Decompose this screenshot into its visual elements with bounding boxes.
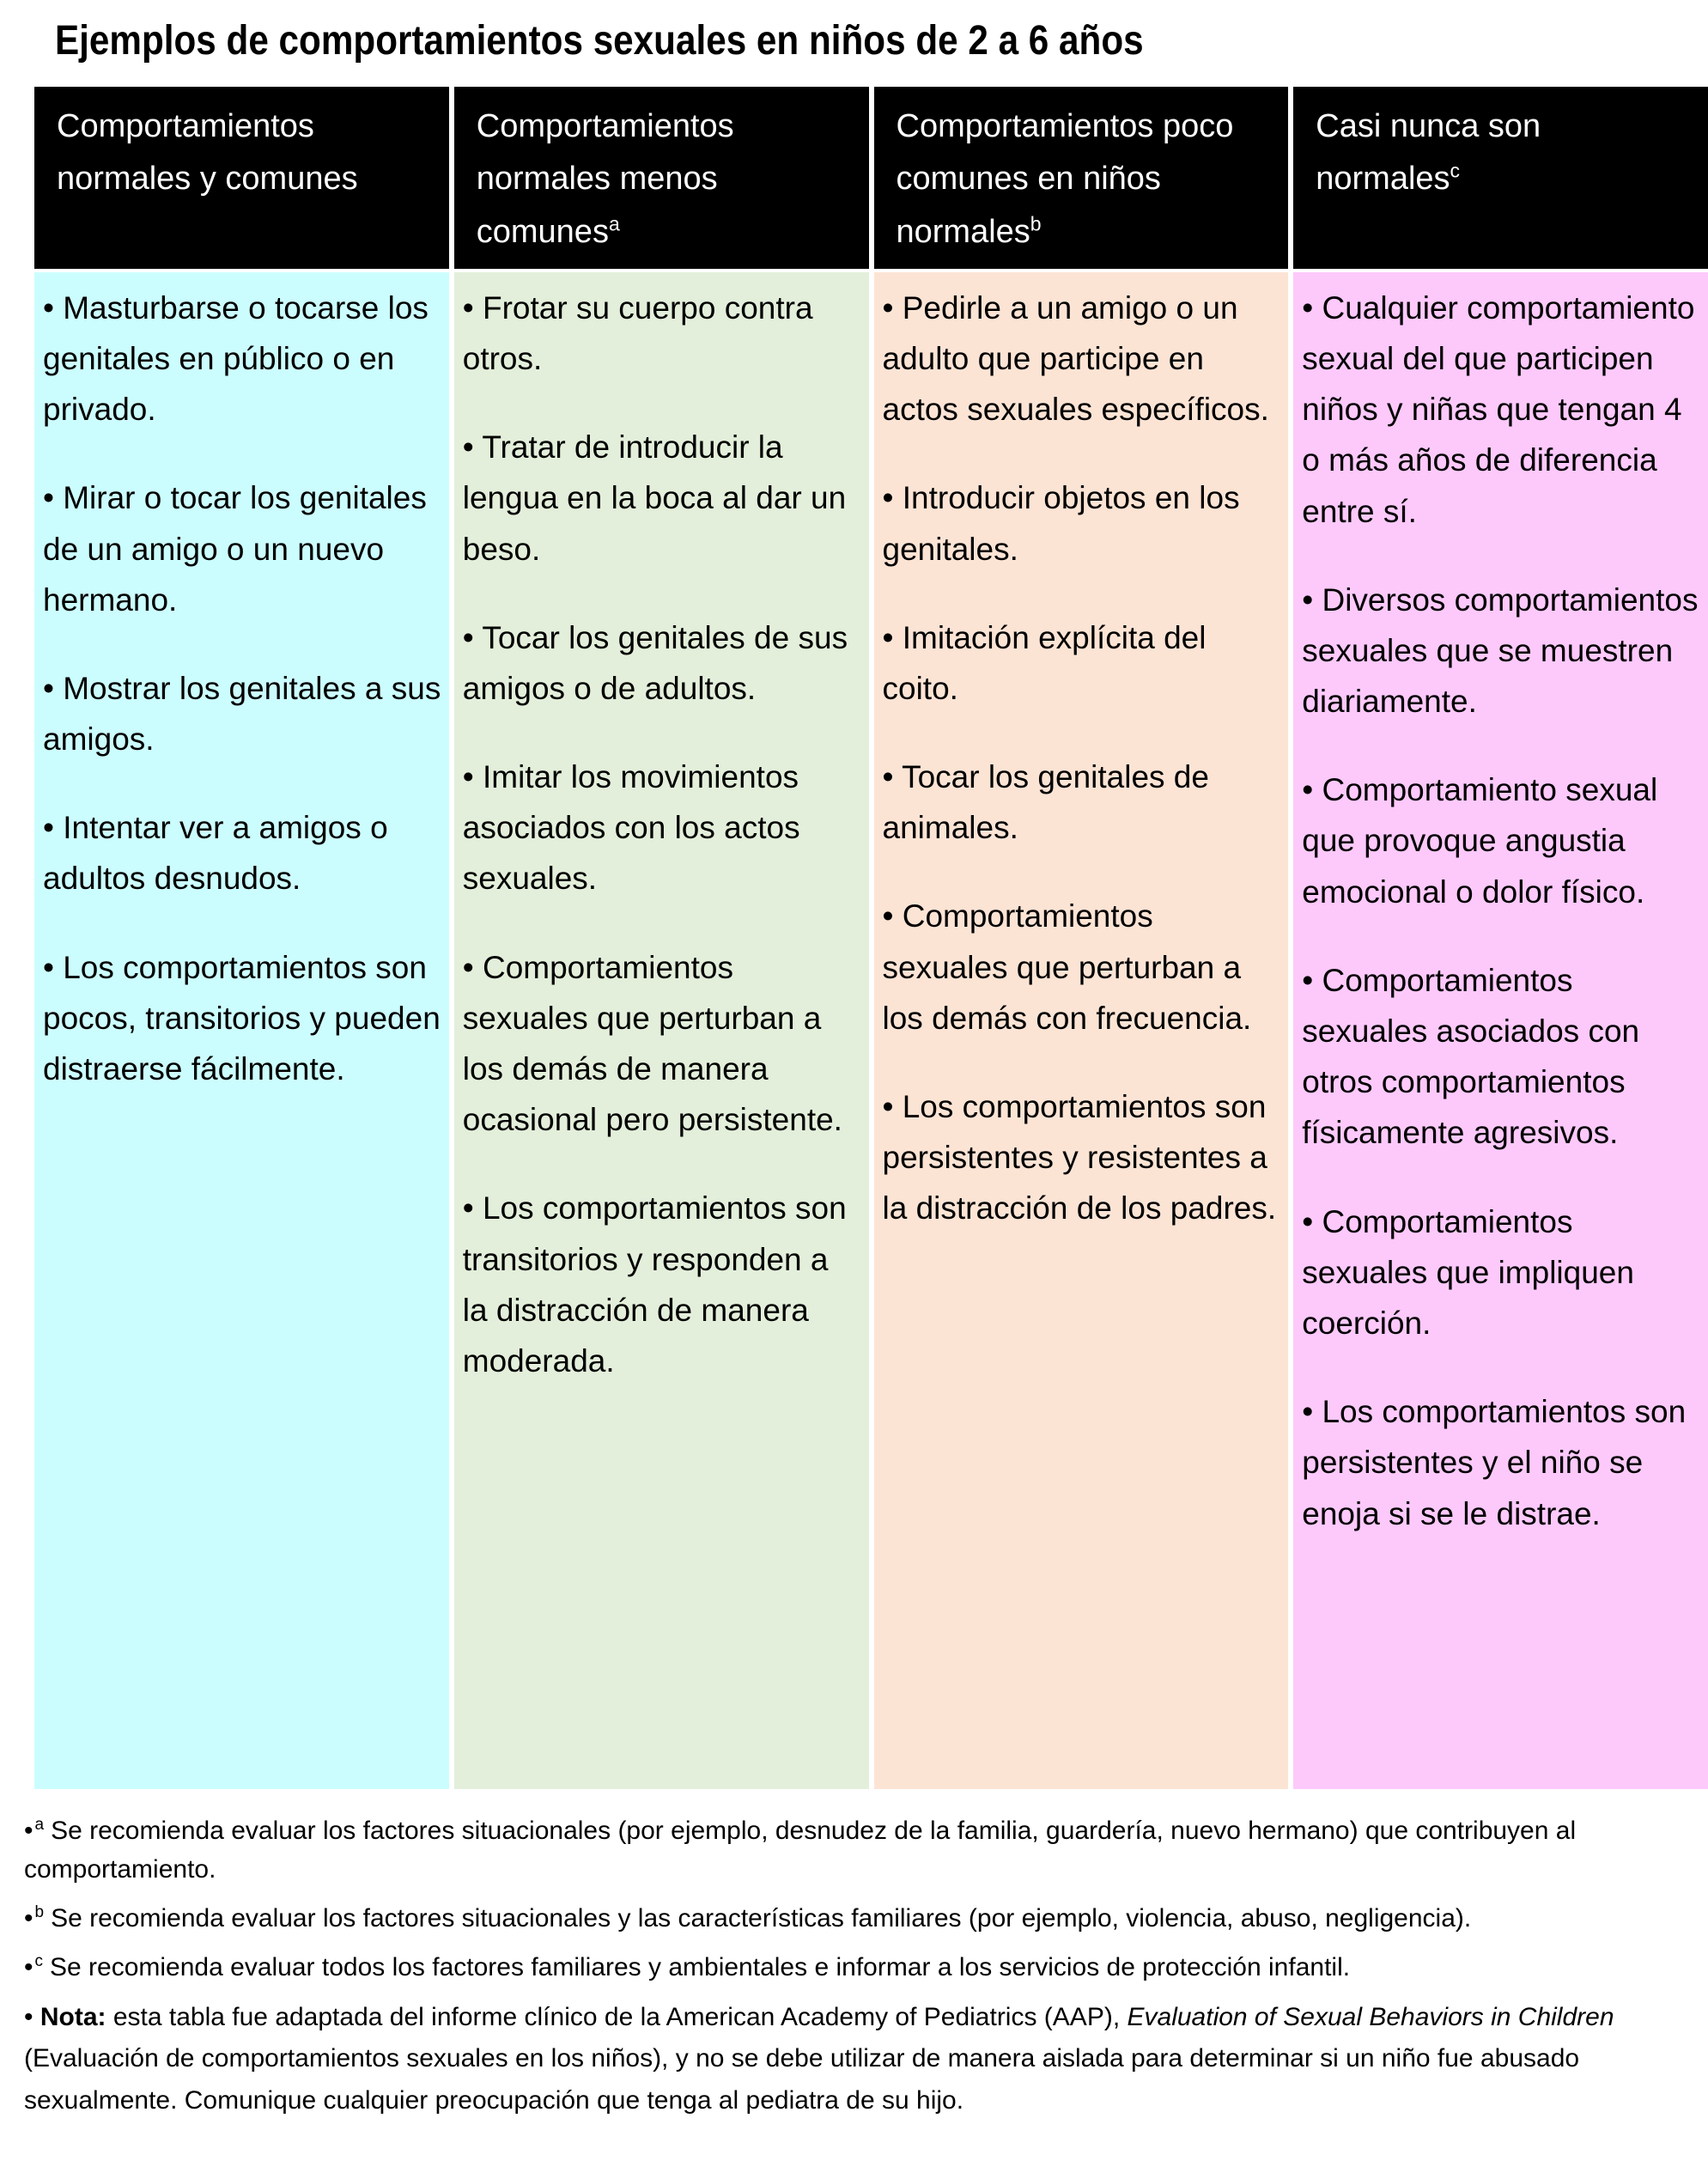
behavior-item: • Comportamientos sexuales asociados con otros comportamientos físicamente agresivos. (1302, 955, 1701, 1159)
behavior-item: • Comportamientos sexuales que impliquen coerción. (1302, 1196, 1701, 1349)
footnote (24, 1948, 1682, 1987)
column-cell-normales-menos-comunes (454, 272, 869, 1789)
footnote (24, 1899, 1682, 1938)
column-header-sup: c (1450, 159, 1461, 182)
footnote-text: Se recomienda evaluar los factores situacionales (por ejemplo, desnudez de la familia, guardería, nuevo hermano) que contribuyen al comportamiento. (24, 1816, 1577, 1884)
behavior-item: • Masturbarse o tocarse los genitales en público o en privado. (43, 283, 442, 435)
note-label: Nota: (40, 2002, 106, 2031)
behavior-item: • Diversos comportamientos sexuales que se muestren diariamente. (1302, 575, 1701, 727)
footnotes (24, 1811, 1682, 1987)
column-header-text: Comportamientos normales menos comunes (476, 107, 734, 250)
behaviors-table (34, 87, 1708, 1789)
behavior-item: • Tratar de introducir la lengua en la boca al dar un beso. (463, 422, 862, 575)
note-italic-title: Evaluation of Sexual Behaviors in Children (1127, 2002, 1614, 2031)
behavior-item: • Imitar los movimientos asociados con los actos sexuales. (463, 752, 862, 904)
behavior-item: • Comportamientos sexuales que perturban a los demás con frecuencia. (883, 891, 1282, 1044)
column-header-casi-nunca-normales (1293, 87, 1708, 269)
note-text-before: esta tabla fue adaptada del informe clínico de la American Academy of Pediatrics (AAP), (106, 2002, 1128, 2031)
behavior-item: • Comportamientos sexuales que perturban a los demás de manera ocasional pero persistente. (463, 942, 862, 1146)
behavior-item: • Los comportamientos son pocos, transitorios y pueden distraerse fácilmente. (43, 942, 442, 1095)
behavior-item: • Introducir objetos en los genitales. (883, 472, 1282, 574)
behavior-item: • Mirar o tocar los genitales de un amigo o un nuevo hermano. (43, 472, 442, 625)
column-header-text: Comportamientos poco comunes en niños normales (896, 107, 1234, 250)
column-cell-casi-nunca-normales (1293, 272, 1708, 1789)
note-text-after: (Evaluación de comportamientos sexuales en los niños), y no se debe utilizar de manera aislada para determinar si un niño fue abusado sexualmente. Comunique cualquier preocupación que tenga al pediatra de su hijo. (24, 2044, 1580, 2115)
behavior-item: • Intentar ver a amigos o adultos desnudos. (43, 802, 442, 904)
note (24, 1997, 1682, 2122)
footnote-marker: a (34, 1815, 45, 1834)
behavior-item: • Pedirle a un amigo o un adulto que participe en actos sexuales específicos. (883, 283, 1282, 435)
behavior-item: • Frotar su cuerpo contra otros. (463, 283, 862, 384)
behavior-item: • Comportamiento sexual que provoque angustia emocional o dolor físico. (1302, 764, 1701, 917)
footnote-text: Se recomienda evaluar todos los factores familiares y ambientales e informar a los servicios de protección infantil. (50, 1952, 1351, 1981)
page-title: Ejemplos de comportamientos sexuales en niños de 2 a 6 años (55, 18, 1144, 64)
column-cell-poco-comunes (874, 272, 1289, 1789)
footnote (24, 1811, 1682, 1889)
column-cell-normales-comunes (34, 272, 449, 1789)
footnote-text: Se recomienda evaluar los factores situacionales y las características familiares (por ejemplo, violencia, abuso, negligencia). (51, 1903, 1472, 1932)
column-header-poco-comunes (874, 87, 1289, 269)
footnote-marker: b (34, 1902, 45, 1921)
column-header-sup: b (1030, 212, 1042, 235)
behavior-item: • Cualquier comportamiento sexual del que participen niños y niñas que tengan 4 o más años de diferencia entre sí. (1302, 283, 1701, 537)
behavior-item: • Tocar los genitales de sus amigos o de adultos. (463, 612, 862, 714)
document-page (0, 19, 1708, 2122)
behavior-item: • Mostrar los genitales a sus amigos. (43, 663, 442, 764)
column-header-normales-comunes (34, 87, 449, 269)
behavior-item: • Imitación explícita del coito. (883, 612, 1282, 714)
behavior-item: • Los comportamientos son transitorios y responden a la distracción de manera moderada. (463, 1183, 862, 1386)
column-header-normales-menos-comunes (454, 87, 869, 269)
column-header-text: Casi nunca son normales (1316, 107, 1541, 198)
behavior-item: • Tocar los genitales de animales. (883, 752, 1282, 853)
behavior-item: • Los comportamientos son persistentes y el niño se enoja si se le distrae. (1302, 1386, 1701, 1539)
column-header-sup: a (608, 212, 620, 235)
column-header-text: Comportamientos normales y comunes (57, 107, 358, 198)
behavior-item: • Los comportamientos son persistentes y resistentes a la distracción de los padres. (883, 1081, 1282, 1234)
footnote-marker: c (34, 1951, 44, 1970)
